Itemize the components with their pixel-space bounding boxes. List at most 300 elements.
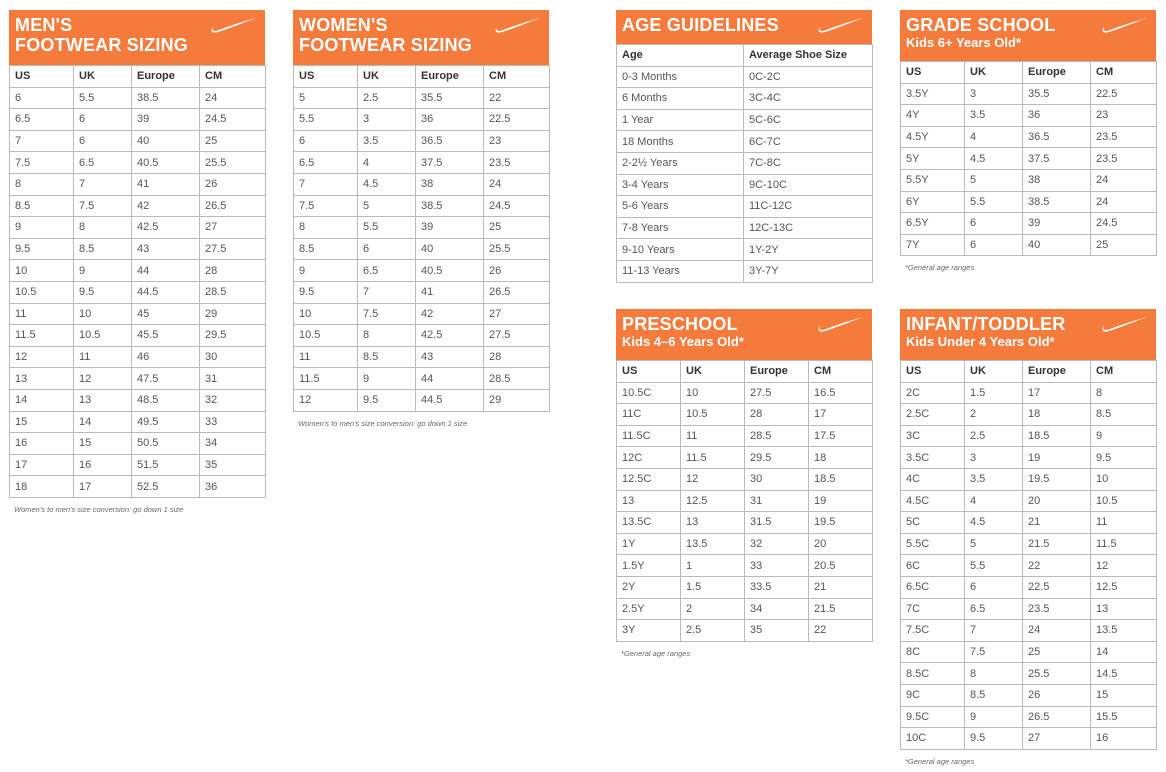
table-row <box>617 425 873 447</box>
table-cell: 3.5 <box>358 130 416 152</box>
table-row <box>901 555 1157 577</box>
table-row <box>901 382 1157 404</box>
womens-size-table <box>293 10 549 428</box>
table-row <box>10 476 266 498</box>
table-cell: 19.5 <box>809 512 873 534</box>
table-title-line2: FOOTWEAR SIZING <box>15 35 188 55</box>
table-cell: 45 <box>132 303 200 325</box>
table-cell: 16.5 <box>809 382 873 404</box>
table-cell: 8C <box>901 641 965 663</box>
table-cell: 3.5Y <box>901 83 965 105</box>
table-cell: 17 <box>74 476 132 498</box>
table-cell: 12.5 <box>681 490 745 512</box>
table-cell: 12 <box>10 346 74 368</box>
table-cell: 3 <box>965 447 1023 469</box>
table-row <box>901 706 1157 728</box>
column-header-row <box>901 361 1157 383</box>
column-header-row <box>901 62 1157 84</box>
table-row <box>294 325 550 347</box>
table-cell: 9.5C <box>901 706 965 728</box>
table-header <box>9 10 265 65</box>
table-cell: 18 <box>1023 404 1091 426</box>
table-cell: 21.5 <box>1023 533 1091 555</box>
table-cell: 15 <box>74 433 132 455</box>
table-cell: 27 <box>1023 728 1091 750</box>
column-header: Average Shoe Size <box>744 45 873 67</box>
table-cell: 22.5 <box>484 109 550 131</box>
table-cell: 3.5C <box>901 447 965 469</box>
table-cell: 24.5 <box>1091 213 1157 235</box>
table-cell: 4 <box>965 126 1023 148</box>
table-cell: 2.5Y <box>617 598 681 620</box>
table-cell: 36 <box>416 109 484 131</box>
table-cell: 40 <box>416 238 484 260</box>
table-cell: 9 <box>74 260 132 282</box>
table-cell: 6C <box>901 555 965 577</box>
table-cell: 22 <box>1023 555 1091 577</box>
table-cell: 27.5 <box>484 325 550 347</box>
table-cell: 5.5 <box>965 191 1023 213</box>
table-row <box>617 468 873 490</box>
table-cell: 30 <box>200 346 266 368</box>
table-row <box>901 684 1157 706</box>
table-cell: 8.5 <box>74 238 132 260</box>
table-cell: 39 <box>1023 213 1091 235</box>
table-cell: 29.5 <box>200 325 266 347</box>
table-cell: 4C <box>901 468 965 490</box>
table-cell: 10.5 <box>74 325 132 347</box>
table-row <box>10 260 266 282</box>
table-cell: 9.5 <box>358 389 416 411</box>
table-cell: 42.5 <box>416 325 484 347</box>
table-cell: 31 <box>200 368 266 390</box>
table-cell: 13.5C <box>617 512 681 534</box>
table-cell: 20 <box>809 533 873 555</box>
table-cell: 22.5 <box>1091 83 1157 105</box>
table-cell: 24 <box>1091 169 1157 191</box>
table-row <box>10 195 266 217</box>
table-header <box>293 10 549 65</box>
table-row <box>294 389 550 411</box>
table-cell: 50.5 <box>132 433 200 455</box>
table-row <box>10 389 266 411</box>
table-cell: 3Y <box>617 620 681 642</box>
size-table <box>9 65 266 498</box>
table-cell: 35 <box>745 620 809 642</box>
column-header: UK <box>965 62 1023 84</box>
table-row <box>294 130 550 152</box>
table-row <box>901 598 1157 620</box>
table-cell: 20 <box>1023 490 1091 512</box>
table-cell: 29 <box>484 389 550 411</box>
column-header: UK <box>358 66 416 88</box>
table-cell: 5 <box>294 87 358 109</box>
table-title-line2: FOOTWEAR SIZING <box>299 35 472 55</box>
table-row <box>617 620 873 642</box>
table-cell: 20.5 <box>809 555 873 577</box>
size-table <box>900 61 1157 256</box>
table-cell: 7C-8C <box>744 152 873 174</box>
table-cell: 10.5 <box>10 281 74 303</box>
table-cell: 11.5 <box>681 447 745 469</box>
table-cell: 17.5 <box>809 425 873 447</box>
table-cell: 5 <box>965 169 1023 191</box>
table-cell: 40.5 <box>132 152 200 174</box>
table-cell: 10.5C <box>617 382 681 404</box>
table-cell: 5.5 <box>74 87 132 109</box>
table-row <box>294 109 550 131</box>
table-row <box>10 173 266 195</box>
table-cell: 2.5 <box>358 87 416 109</box>
table-row <box>901 148 1157 170</box>
table-cell: 2 <box>681 598 745 620</box>
column-header: US <box>901 62 965 84</box>
table-row <box>617 382 873 404</box>
table-cell: 8.5 <box>294 238 358 260</box>
table-row <box>617 576 873 598</box>
table-cell: 0-3 Months <box>617 66 744 88</box>
table-cell: 38.5 <box>416 195 484 217</box>
table-cell: 26.5 <box>1023 706 1091 728</box>
table-cell: 1 <box>681 555 745 577</box>
table-cell: 36.5 <box>1023 126 1091 148</box>
table-cell: 3C <box>901 425 965 447</box>
table-footnote: Women's to men's size conversion: go down 1 size <box>14 504 184 514</box>
table-cell: 25 <box>484 217 550 239</box>
table-cell: 32 <box>745 533 809 555</box>
table-cell: 24 <box>1023 620 1091 642</box>
table-cell: 5.5 <box>294 109 358 131</box>
column-header: US <box>10 66 74 88</box>
table-cell: 8.5 <box>358 346 416 368</box>
table-cell: 25 <box>1091 234 1157 256</box>
table-cell: 36.5 <box>416 130 484 152</box>
table-cell: 13 <box>681 512 745 534</box>
table-cell: 11 <box>681 425 745 447</box>
table-cell: 34 <box>745 598 809 620</box>
table-cell: 5.5 <box>965 555 1023 577</box>
column-header: Europe <box>1023 62 1091 84</box>
preschool-size-table <box>616 309 872 658</box>
table-row <box>901 213 1157 235</box>
table-row <box>617 512 873 534</box>
column-header: Europe <box>416 66 484 88</box>
column-header: Age <box>617 45 744 67</box>
table-cell: 2-2½ Years <box>617 152 744 174</box>
table-cell: 3 <box>358 109 416 131</box>
table-cell: 18.5 <box>1023 425 1091 447</box>
size-table <box>900 360 1157 750</box>
age-size-table <box>616 10 872 283</box>
table-cell: 27.5 <box>200 238 266 260</box>
table-cell: 40 <box>132 130 200 152</box>
table-cell: 1.5 <box>965 382 1023 404</box>
table-cell: 28 <box>200 260 266 282</box>
table-cell: 6 <box>358 238 416 260</box>
table-cell: 5 <box>965 533 1023 555</box>
table-row <box>901 126 1157 148</box>
table-row <box>10 411 266 433</box>
table-row <box>10 454 266 476</box>
table-cell: 6 <box>10 87 74 109</box>
column-header: CM <box>1091 361 1157 383</box>
column-header-row <box>617 45 873 67</box>
table-cell: 47.5 <box>132 368 200 390</box>
table-cell: 38.5 <box>1023 191 1091 213</box>
table-cell: 6.5 <box>10 109 74 131</box>
table-footnote: Women's to men's size conversion: go down 1 size <box>298 418 468 428</box>
table-cell: 4 <box>965 490 1023 512</box>
table-cell: 38 <box>1023 169 1091 191</box>
table-cell: 42 <box>132 195 200 217</box>
table-cell: 16 <box>74 454 132 476</box>
table-cell: 11 <box>74 346 132 368</box>
table-cell: 14.5 <box>1091 663 1157 685</box>
table-cell: 23.5 <box>1023 598 1091 620</box>
table-cell: 5C-6C <box>744 109 873 131</box>
table-cell: 7 <box>10 130 74 152</box>
nike-swoosh-icon <box>209 16 257 36</box>
table-cell: 28 <box>745 404 809 426</box>
table-row <box>901 234 1157 256</box>
table-cell: 9 <box>965 706 1023 728</box>
table-cell: 44.5 <box>416 389 484 411</box>
table-row <box>294 195 550 217</box>
table-cell: 5 <box>358 195 416 217</box>
table-cell: 11 <box>294 346 358 368</box>
table-cell: 21.5 <box>809 598 873 620</box>
table-cell: 3 <box>965 83 1023 105</box>
table-cell: 2Y <box>617 576 681 598</box>
table-cell: 8.5C <box>901 663 965 685</box>
table-row <box>617 555 873 577</box>
table-cell: 12 <box>681 468 745 490</box>
table-cell: 44.5 <box>132 281 200 303</box>
table-row <box>10 281 266 303</box>
table-row <box>901 663 1157 685</box>
table-title: MEN'S <box>15 15 73 35</box>
table-row <box>617 490 873 512</box>
table-cell: 11C-12C <box>744 196 873 218</box>
table-cell: 9.5 <box>10 238 74 260</box>
table-cell: 9C-10C <box>744 174 873 196</box>
table-cell: 13 <box>74 389 132 411</box>
table-cell: 23.5 <box>484 152 550 174</box>
table-cell: 36 <box>200 476 266 498</box>
table-row <box>10 433 266 455</box>
table-cell: 25.5 <box>484 238 550 260</box>
table-cell: 23.5 <box>1091 126 1157 148</box>
table-cell: 27 <box>484 303 550 325</box>
table-cell: 14 <box>10 389 74 411</box>
table-row <box>901 620 1157 642</box>
table-cell: 7 <box>358 281 416 303</box>
table-cell: 11.5 <box>10 325 74 347</box>
table-cell: 12C <box>617 447 681 469</box>
table-cell: 43 <box>416 346 484 368</box>
table-cell: 6.5 <box>294 152 358 174</box>
table-cell: 7.5 <box>294 195 358 217</box>
table-cell: 9 <box>10 217 74 239</box>
table-cell: 10.5 <box>294 325 358 347</box>
table-header <box>616 10 872 44</box>
table-row <box>294 152 550 174</box>
table-cell: 3.5 <box>965 105 1023 127</box>
size-table <box>616 360 873 642</box>
table-cell: 4.5C <box>901 490 965 512</box>
table-cell: 26 <box>1023 684 1091 706</box>
table-row <box>10 368 266 390</box>
table-header <box>900 309 1156 360</box>
table-cell: 8.5 <box>10 195 74 217</box>
table-cell: 17 <box>10 454 74 476</box>
table-cell: 22 <box>484 87 550 109</box>
table-cell: 7.5 <box>358 303 416 325</box>
table-cell: 10.5 <box>1091 490 1157 512</box>
table-cell: 11-13 Years <box>617 260 744 282</box>
table-row <box>294 173 550 195</box>
table-cell: 1Y-2Y <box>744 239 873 261</box>
table-cell: 4Y <box>901 105 965 127</box>
table-cell: 39 <box>416 217 484 239</box>
table-row <box>10 152 266 174</box>
table-cell: 14 <box>1091 641 1157 663</box>
table-cell: 24 <box>484 173 550 195</box>
table-row <box>901 490 1157 512</box>
table-cell: 9 <box>358 368 416 390</box>
table-cell: 9 <box>294 260 358 282</box>
table-cell: 7Y <box>901 234 965 256</box>
table-cell: 18 <box>10 476 74 498</box>
table-cell: 12 <box>1091 555 1157 577</box>
table-cell: 7.5 <box>10 152 74 174</box>
table-cell: 16 <box>10 433 74 455</box>
table-cell: 0C-2C <box>744 66 873 88</box>
nike-swoosh-icon <box>816 16 864 36</box>
grade-size-table <box>900 10 1156 272</box>
table-cell: 36 <box>1023 105 1091 127</box>
table-cell: 52.5 <box>132 476 200 498</box>
table-cell: 26.5 <box>200 195 266 217</box>
table-cell: 6.5C <box>901 576 965 598</box>
table-cell: 3-4 Years <box>617 174 744 196</box>
table-row <box>617 109 873 131</box>
table-cell: 10 <box>294 303 358 325</box>
column-header: Europe <box>132 66 200 88</box>
table-cell: 9.5 <box>1091 447 1157 469</box>
table-cell: 8.5 <box>1091 404 1157 426</box>
table-cell: 32 <box>200 389 266 411</box>
table-row <box>10 130 266 152</box>
table-cell: 26 <box>484 260 550 282</box>
column-header: US <box>294 66 358 88</box>
table-subtitle: Kids 6+ Years Old* <box>906 35 1022 50</box>
table-row <box>901 447 1157 469</box>
table-cell: 2.5C <box>901 404 965 426</box>
table-cell: 7 <box>965 620 1023 642</box>
table-row <box>901 512 1157 534</box>
table-cell: 34 <box>200 433 266 455</box>
table-row <box>10 346 266 368</box>
table-row <box>901 728 1157 750</box>
table-cell: 6C-7C <box>744 131 873 153</box>
table-cell: 18 <box>809 447 873 469</box>
table-cell: 49.5 <box>132 411 200 433</box>
column-header-row <box>617 361 873 383</box>
table-cell: 6 <box>74 109 132 131</box>
table-cell: 6 <box>294 130 358 152</box>
column-header-row <box>10 66 266 88</box>
table-cell: 17 <box>809 404 873 426</box>
table-cell: 12.5 <box>1091 576 1157 598</box>
table-row <box>901 404 1157 426</box>
table-row <box>10 238 266 260</box>
table-row <box>294 217 550 239</box>
table-cell: 5Y <box>901 148 965 170</box>
table-cell: 5.5 <box>358 217 416 239</box>
column-header: Europe <box>745 361 809 383</box>
table-cell: 1Y <box>617 533 681 555</box>
table-cell: 13.5 <box>1091 620 1157 642</box>
table-cell: 21 <box>1023 512 1091 534</box>
table-cell: 37.5 <box>416 152 484 174</box>
nike-swoosh-icon <box>816 315 864 335</box>
table-cell: 31 <box>745 490 809 512</box>
table-cell: 7.5 <box>965 641 1023 663</box>
table-subtitle: Kids 4–6 Years Old* <box>622 334 744 349</box>
nike-swoosh-icon <box>493 16 541 36</box>
table-cell: 9C <box>901 684 965 706</box>
table-cell: 30 <box>745 468 809 490</box>
table-cell: 10 <box>1091 468 1157 490</box>
table-row <box>617 447 873 469</box>
table-cell: 25.5 <box>200 152 266 174</box>
column-header: US <box>617 361 681 383</box>
table-cell: 27.5 <box>745 382 809 404</box>
table-cell: 10.5 <box>681 404 745 426</box>
size-table <box>293 65 550 412</box>
table-cell: 5.5Y <box>901 169 965 191</box>
table-cell: 35.5 <box>1023 83 1091 105</box>
table-row <box>617 131 873 153</box>
table-cell: 2C <box>901 382 965 404</box>
table-cell: 33 <box>745 555 809 577</box>
table-cell: 4 <box>358 152 416 174</box>
table-cell: 12 <box>74 368 132 390</box>
column-header-row <box>294 66 550 88</box>
table-row <box>10 109 266 131</box>
table-cell: 21 <box>809 576 873 598</box>
mens-size-table <box>9 10 265 514</box>
table-row <box>617 174 873 196</box>
column-header: US <box>901 361 965 383</box>
table-cell: 6.5 <box>74 152 132 174</box>
table-cell: 13 <box>10 368 74 390</box>
table-row <box>617 66 873 88</box>
table-cell: 5-6 Years <box>617 196 744 218</box>
table-cell: 25 <box>200 130 266 152</box>
table-footnote: *General age ranges <box>905 756 975 766</box>
table-cell: 12 <box>294 389 358 411</box>
table-row <box>901 576 1157 598</box>
table-cell: 38 <box>416 173 484 195</box>
table-row <box>617 533 873 555</box>
table-cell: 5C <box>901 512 965 534</box>
table-cell: 24 <box>200 87 266 109</box>
table-cell: 33 <box>200 411 266 433</box>
table-row <box>617 196 873 218</box>
table-cell: 1.5 <box>681 576 745 598</box>
